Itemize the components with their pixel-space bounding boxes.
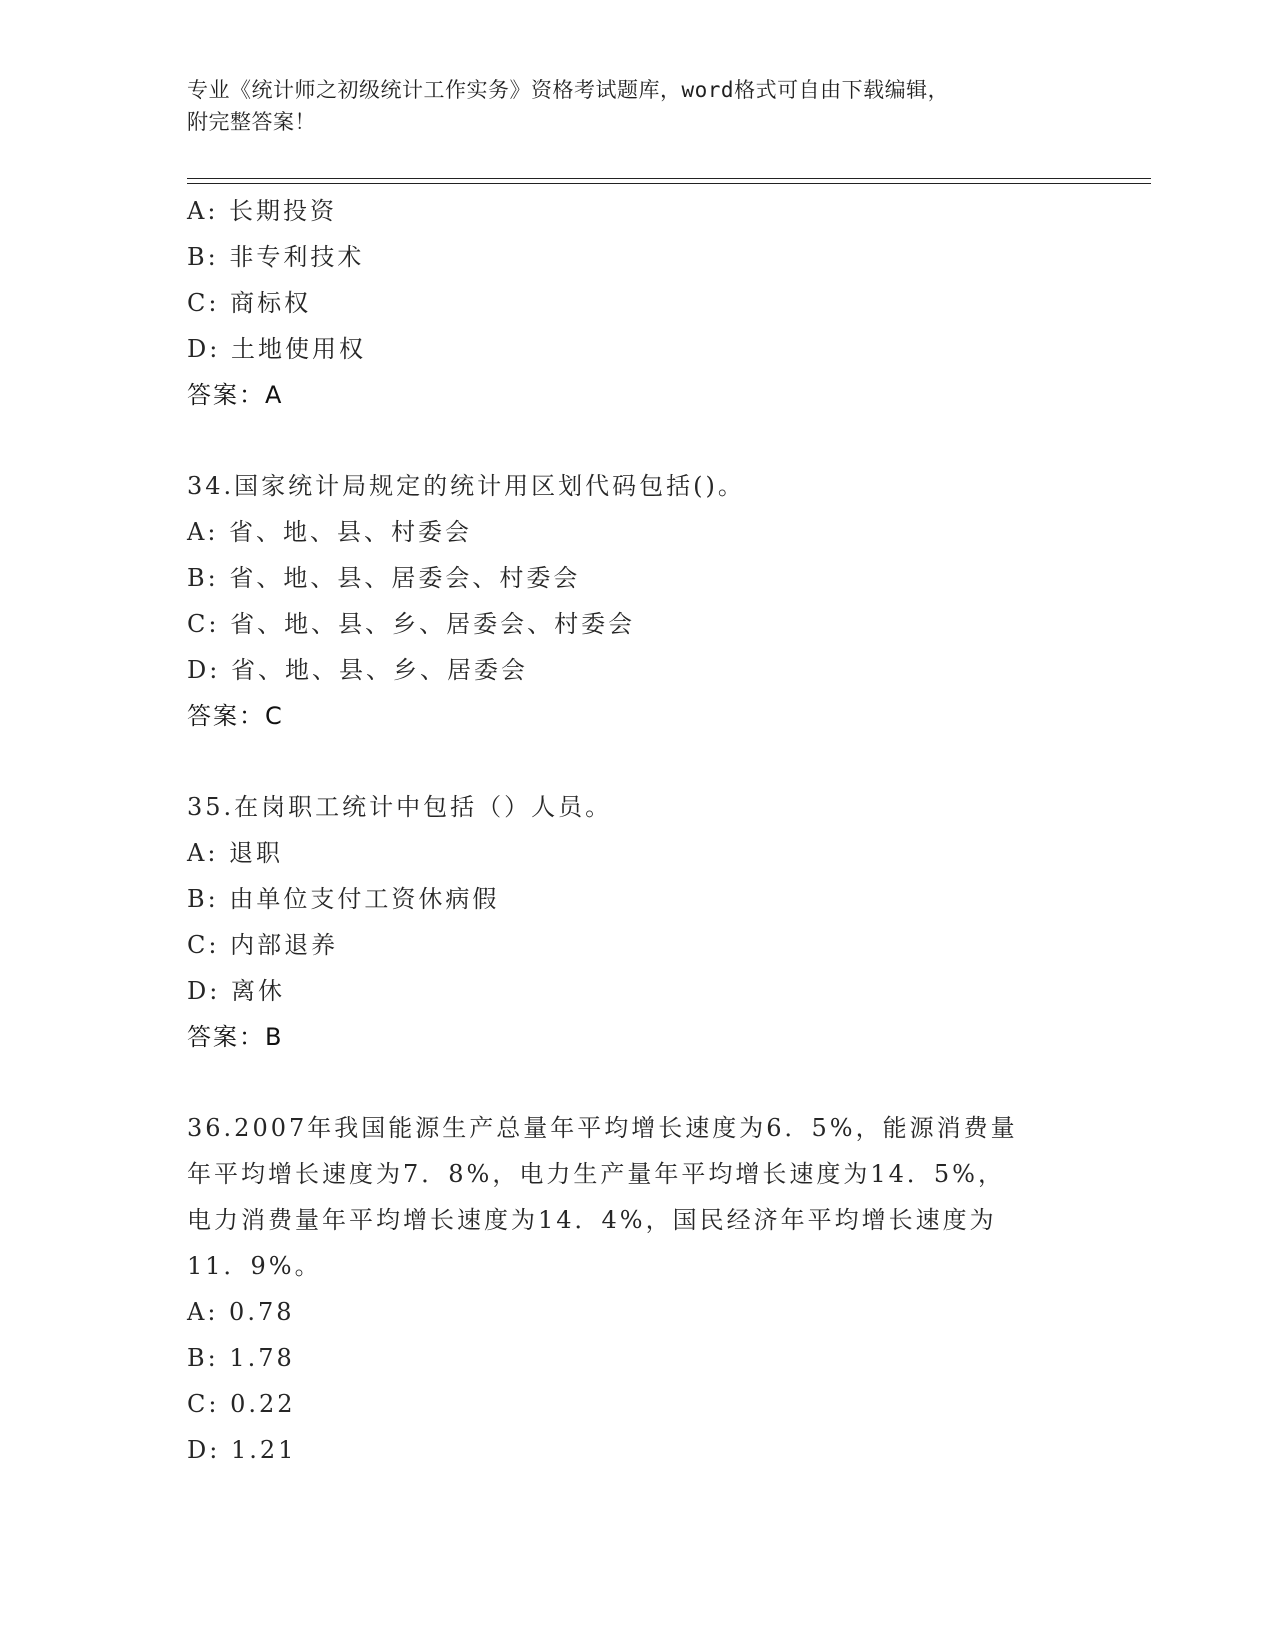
question-33 — [187, 188, 1087, 418]
question-text: 35.在岗职工统计中包括（）人员。 — [187, 793, 613, 821]
question-36 — [187, 1105, 1087, 1473]
option-d: D: 土地使用权 — [187, 335, 366, 363]
option-b: B: 1.78 — [187, 1344, 295, 1372]
question-text-line-2: 年平均增长速度为7．8%，电力生产量年平均增长速度为14．5%， — [187, 1160, 1005, 1188]
option-a: A: 0.78 — [187, 1298, 295, 1326]
option-b: B: 省、地、县、居委会、村委会 — [187, 564, 581, 592]
header-rule-bottom — [187, 183, 1151, 184]
answer: 答案：C — [187, 702, 284, 730]
option-d: D: 1.21 — [187, 1436, 297, 1464]
question-text: 34.国家统计局规定的统计用区划代码包括()。 — [187, 472, 745, 500]
question-34 — [187, 463, 1087, 739]
option-c: C: 内部退养 — [187, 931, 339, 959]
option-a: A: 省、地、县、村委会 — [187, 518, 473, 546]
option-c: C: 省、地、县、乡、居委会、村委会 — [187, 610, 636, 638]
question-list — [187, 188, 1087, 1473]
option-d: D: 离休 — [187, 977, 285, 1005]
header-rule-top — [187, 178, 1151, 179]
question-text-line-1: 36.2007年我国能源生产总量年平均增长速度为6．5%，能源消费量 — [187, 1114, 1018, 1142]
answer: 答案：A — [187, 381, 284, 409]
header-line-2: 附完整答案！ — [187, 110, 316, 134]
option-c: C: 0.22 — [187, 1390, 296, 1418]
question-35 — [187, 784, 1087, 1060]
option-c: C: 商标权 — [187, 289, 312, 317]
question-text-line-4: 11．9%。 — [187, 1252, 322, 1280]
option-a: A: 退职 — [187, 839, 284, 867]
answer: 答案：B — [187, 1023, 284, 1051]
question-text-line-3: 电力消费量年平均增长速度为14．4%，国民经济年平均增长速度为 — [187, 1206, 997, 1234]
option-b: B: 非专利技术 — [187, 243, 365, 271]
option-b: B: 由单位支付工资休病假 — [187, 885, 500, 913]
option-a: A: 长期投资 — [187, 197, 338, 225]
document-header — [187, 74, 1067, 138]
option-d: D: 省、地、县、乡、居委会 — [187, 656, 528, 684]
header-line-1: 专业《统计师之初级统计工作实务》资格考试题库，word格式可自由下载编辑， — [187, 78, 950, 102]
